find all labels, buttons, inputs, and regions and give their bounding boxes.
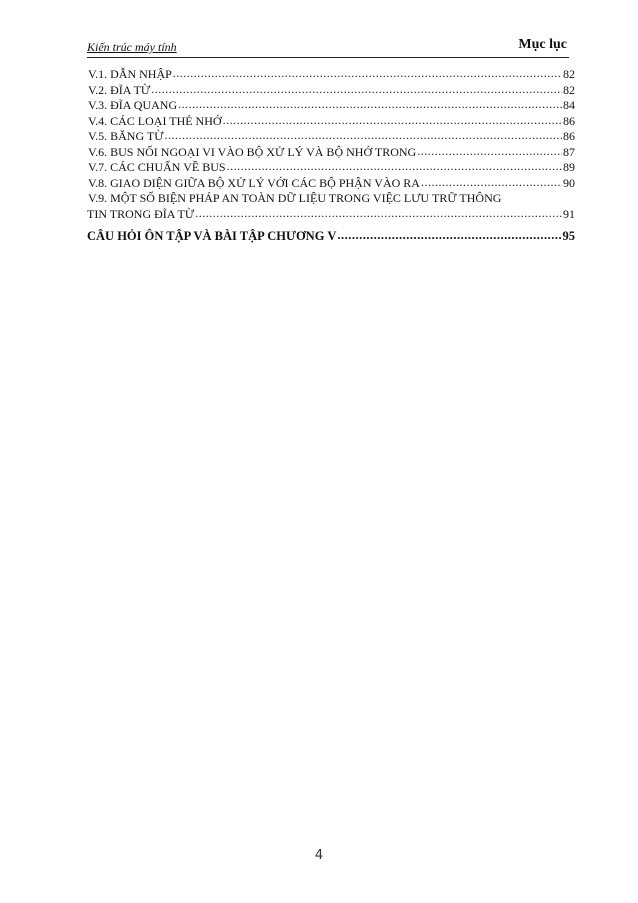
dot-leader: [178, 97, 562, 113]
toc-entry-page: 87: [563, 144, 575, 159]
toc-chapter-title: CÂU HỎI ÔN TẬP VÀ BÀI TẬP CHƯƠNG V: [87, 229, 337, 243]
toc-entry-page: 90: [563, 175, 575, 190]
dot-leader: [173, 66, 562, 82]
toc-chapter-entry[interactable]: [87, 228, 575, 245]
toc-chapter-page: 95: [562, 229, 575, 243]
toc-entry[interactable]: [87, 67, 575, 83]
toc-entry-title: V.3. ĐĨA QUANG: [88, 98, 178, 112]
toc-entry-continuation: [87, 207, 575, 223]
toc-entry-title-line1: V.9. MỘT SỐ BIỆN PHÁP AN TOÀN DỮ LIỆU TRONG VIỆC LƯU TRỮ THÔNG: [88, 191, 502, 205]
dot-leader: [227, 159, 562, 175]
toc-entry[interactable]: [87, 145, 575, 161]
toc-entry-title: V.8. GIAO DIỆN GIỮA BỘ XỬ LÝ VỚI CÁC BỘ PHẬN VÀO RA: [88, 175, 420, 190]
toc-entry-page: 84: [563, 98, 575, 112]
toc-entry[interactable]: [87, 176, 575, 192]
toc-entry[interactable]: [87, 83, 575, 99]
toc-entry-page: 89: [563, 160, 575, 174]
toc-entry-title: V.2. ĐĨA TỪ: [88, 82, 151, 97]
dot-leader: [223, 113, 562, 129]
page-header: [87, 37, 569, 58]
toc-entry-page: 82: [563, 82, 575, 97]
toc-entry-title: V.5. BĂNG TỪ: [88, 129, 164, 143]
dot-leader: [417, 144, 562, 160]
dot-leader: [151, 82, 562, 98]
header-section-title: Mục lục: [518, 37, 567, 52]
toc-entry[interactable]: [87, 160, 575, 176]
toc-entry[interactable]: [87, 129, 575, 145]
toc-entry[interactable]: [87, 98, 575, 114]
page-number: 4: [314, 848, 324, 863]
dot-leader: [165, 128, 562, 144]
toc-entry-title: V.7. CÁC CHUẨN VỀ BUS: [88, 160, 226, 174]
dot-leader: [421, 175, 562, 191]
toc-entry-title: V.1. DẪN NHẬP: [88, 67, 172, 81]
toc-entry-page: 86: [563, 113, 575, 128]
toc-entry-page: 82: [563, 67, 575, 81]
toc-entry-title: V.4. CÁC LOẠI THẺ NHỚ: [88, 113, 222, 128]
toc-entry[interactable]: [87, 114, 575, 130]
toc-entry[interactable]: [87, 191, 575, 222]
toc-entry-title: V.6. BUS NỐI NGOẠI VI VÀO BỘ XỬ LÝ VÀ BỘ NHỚ TRONG: [88, 144, 417, 159]
toc-entry-page: 86: [563, 129, 575, 143]
toc-entry-page: 91: [563, 206, 575, 221]
dot-leader: [195, 206, 562, 222]
table-of-contents: [87, 67, 575, 245]
dot-leader: [337, 227, 561, 244]
header-book-title: Kiến trúc máy tính: [87, 40, 177, 54]
toc-entry-title-line2: TIN TRONG ĐĨA TỪ: [87, 206, 195, 221]
